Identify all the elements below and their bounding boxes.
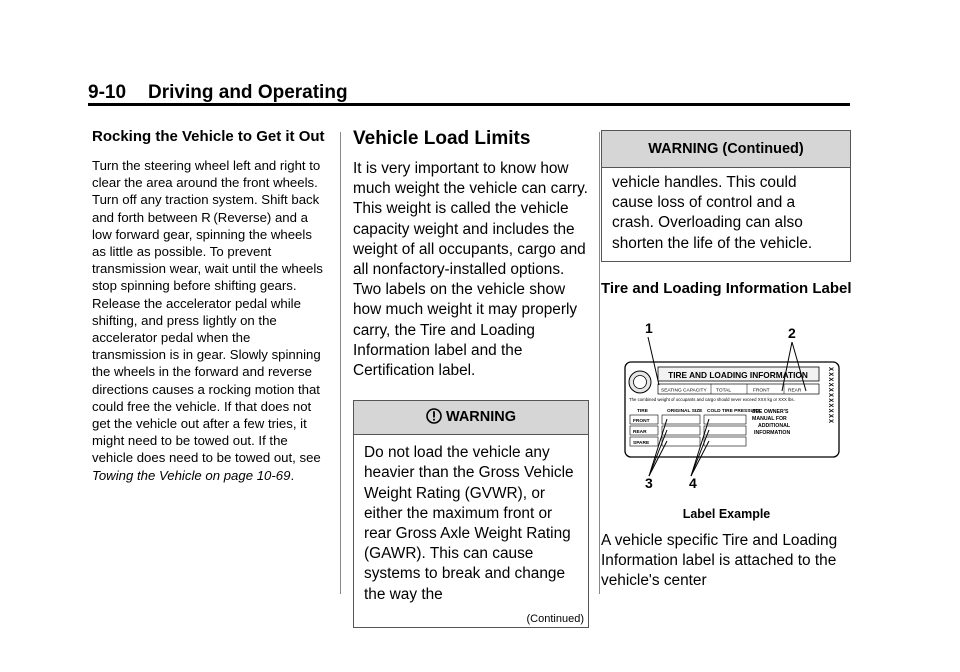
callout-2: 2 <box>788 324 796 341</box>
side-note-1: SEE OWNER'S <box>752 408 789 415</box>
continued-note: (Continued) <box>526 612 584 625</box>
column-divider-1 <box>340 132 341 594</box>
col-header-pressure: COLD TIRE PRESSURE <box>707 408 761 414</box>
row-label-front: FRONT <box>753 388 770 394</box>
side-note-2: MANUAL FOR <box>752 415 787 422</box>
col-header-size: ORIGINAL SIZE <box>667 408 703 414</box>
section-title: Driving and Operating <box>148 82 348 103</box>
page-header <box>88 82 348 104</box>
tire-label-body: A vehicle specific Tire and Loading Information label is attached to the vehicle's center <box>601 531 838 590</box>
col-header-tire: TIRE <box>637 408 648 414</box>
label-title: TIRE AND LOADING INFORMATION <box>668 369 808 380</box>
header-rule <box>88 103 850 106</box>
tire-row-front: FRONT <box>633 418 650 424</box>
side-note-3: ADDITIONAL <box>758 422 790 429</box>
warning-box <box>353 400 589 628</box>
warning-header <box>354 401 588 435</box>
load-limits-body: It is very important to know how much weight the vehicle can carry. This weight is called the vehicle capacity weight and includes the weight of all occupants, cargo and all nonfactory-installed options. Two labels on the vehicle show how much weight it may properly carry, the Tire and Loading Information label and the Certification label. <box>353 160 588 380</box>
warning-title: WARNING <box>445 409 517 426</box>
rocking-body: Turn the steering wheel left and right to clear the area around the front wheels. Turn off any traction system. Shift back and forth between R (Reverse) and a low forward gear, spinning the wheels as little as possible. To prevent transmission wear, wait until the wheels stop spinning before shifting gears. Release the accelerator pedal while shifting, and press lightly on the accelerator pedal when the transmission is in gear. Slowly spinning the wheels in the forward and reverse directions causes a rocking motion that could free the vehicle. If that does not get the vehicle out after a few tries, it might need to be towed out. If the vehicle does need to be towed out, see Towing the Vehicle on page 10‑69. <box>92 158 323 483</box>
column-3 <box>601 128 852 591</box>
row-label-rear: REAR <box>788 388 802 394</box>
tire-row-spare: SPARE <box>633 440 650 446</box>
tire-label-figure <box>601 305 852 495</box>
warning-continued-text: vehicle handles. This could cause loss of control and a crash. Overloading can also shorten the life of the vehicle. <box>612 174 813 252</box>
warning-continued-box <box>601 130 851 262</box>
page-number: 9-10 <box>88 82 127 103</box>
callout-4: 4 <box>689 474 697 491</box>
label-statement: The combined weight of occupants and cargo should never exceed XXX kg or XXX lbs. <box>629 396 795 402</box>
column-2 <box>353 128 591 628</box>
column-divider-2 <box>599 132 600 594</box>
column-1 <box>92 128 328 484</box>
x-marks-column: XXXXXXXXXXX <box>827 366 833 425</box>
towing-link[interactable]: Towing the Vehicle on page 10‑69 <box>92 467 291 483</box>
side-note-4: INFORMATION <box>754 429 791 436</box>
row-label-seating: SEATING CAPACITY <box>661 388 707 394</box>
warning-text: Do not load the vehicle any heavier than the Gross Vehicle Weight Rating (GVWR), or either the maximum front or rear Gross Axle Weight Rating (GAWR). This can cause systems to break and change the way the <box>364 444 574 603</box>
tire-row-rear: REAR <box>633 429 647 435</box>
callout-3: 3 <box>645 474 653 491</box>
callout-1: 1 <box>645 319 653 336</box>
row-label-total: TOTAL <box>716 388 732 394</box>
tire-label-heading: Tire and Loading Information Label <box>601 279 852 297</box>
rocking-heading: Rocking the Vehicle to Get it Out <box>92 128 325 145</box>
load-limits-heading: Vehicle Load Limits <box>353 128 531 149</box>
warning-continued-header: WARNING (Continued) <box>602 131 850 168</box>
warning-icon <box>426 404 442 437</box>
figure-caption: Label Example <box>682 506 771 521</box>
